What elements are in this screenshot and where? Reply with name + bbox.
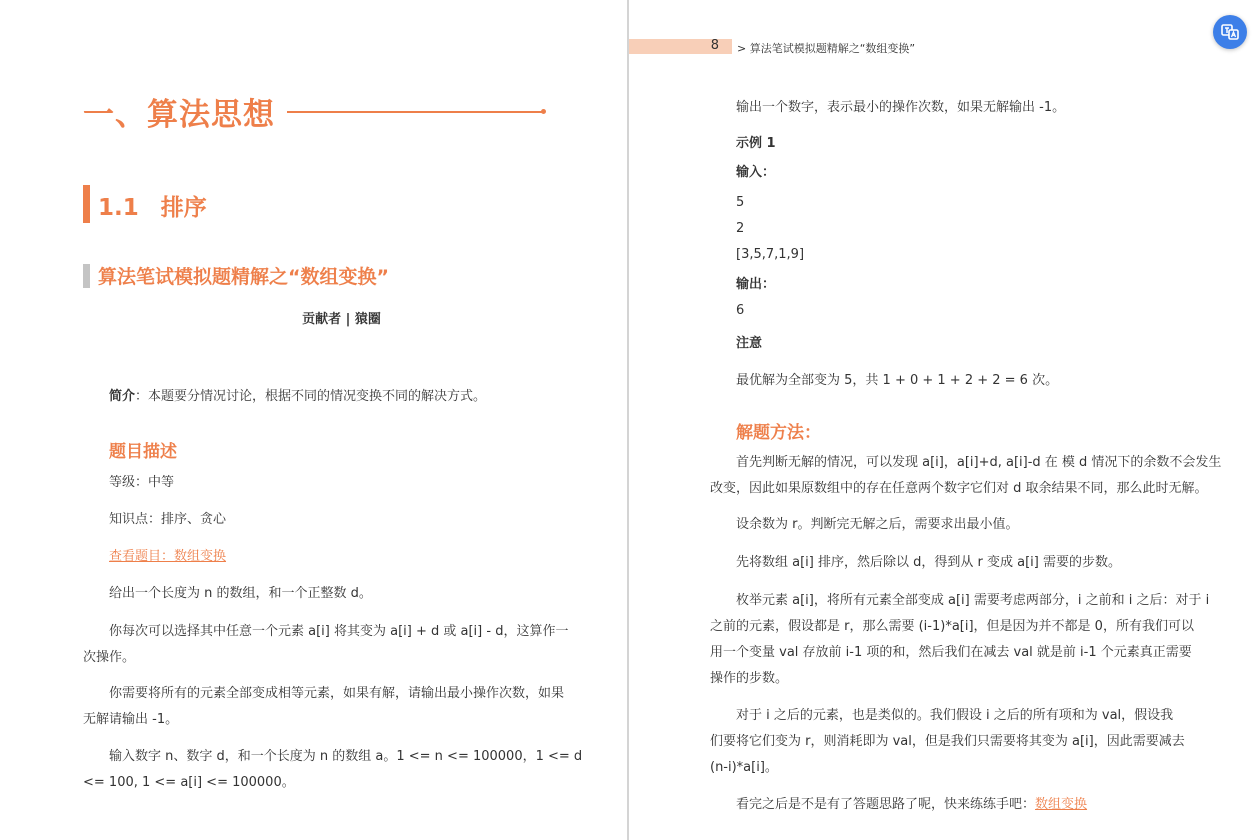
input-value-2: 2 [736, 221, 745, 236]
input-label: 输入： [736, 165, 776, 180]
chapter-title-rule-dot [541, 109, 546, 114]
view-problem-link[interactable]: 查看题目：数组变换 [109, 549, 227, 564]
input-value-1: 5 [736, 195, 745, 210]
section-title: 排序 [160, 195, 207, 221]
para-3-line-1: 你需要将所有的元素全部变成相等元素，如果有解，请输出最小操作次数，如果 [109, 686, 565, 701]
translate-button[interactable] [1213, 15, 1247, 49]
intro-paragraph [109, 384, 486, 410]
method-5-line-1: 对于 i 之后的元素，也是类似的。我们假设 i 之后的所有项和为 val，假设我 [736, 708, 1174, 723]
chapter-title-rule [287, 111, 543, 113]
output-label: 输出： [736, 277, 776, 292]
para-3-line-2: 无解请输出 -1。 [83, 712, 179, 727]
section-number: 1.1 [98, 195, 139, 221]
section-heading [98, 189, 207, 222]
closing-text: 看完之后是不是有了答题思路了呢，快来练练手吧： [736, 797, 1036, 812]
article-title: 算法笔试模拟题精解之“数组变换” [98, 266, 389, 288]
method-1-line-2: 改变，因此如果原数组中的存在任意两个数字它们对 d 取余结果不同，那么此时无解。 [710, 481, 1208, 496]
right-page [629, 0, 1253, 840]
level-text: 等级：中等 [109, 475, 175, 490]
section-marker-bar [83, 185, 90, 223]
translate-icon [1220, 22, 1240, 42]
page-number: 8 [710, 38, 719, 53]
input-value-3: [3,5,7,1,9] [736, 247, 805, 262]
note-text: 最优解为全部变为 5，共 1 + 0 + 1 + 2 + 2 = 6 次。 [736, 373, 1059, 388]
para-2-line-2: 次操作。 [83, 650, 136, 665]
method-2: 设余数为 r。判断完无解之后，需要求出最小值。 [736, 517, 1019, 532]
para-1: 给出一个长度为 n 的数组，和一个正整数 d。 [109, 586, 372, 601]
article-marker-bar [83, 264, 90, 288]
para-2-line-1: 你每次可以选择其中任意一个元素 a[i] 将其变为 a[i] + d 或 a[i] - d，这算作一 [109, 624, 569, 639]
note-label: 注意 [736, 336, 763, 351]
output-value: 6 [736, 303, 745, 318]
method-4-line-1: 枚举元素 a[i]，将所有元素全部变成 a[i] 需要考虑两部分，i 之前和 i 之后：对于 i [736, 593, 1210, 608]
example-label: 示例 1 [736, 136, 776, 151]
output-description: 输出一个数字，表示最小的操作次数，如果无解输出 -1。 [736, 100, 1066, 115]
method-3: 先将数组 a[i] 排序，然后除以 d，得到从 r 变成 a[i] 需要的步数。 [736, 555, 1121, 570]
method-4-line-3: 用一个变量 val 存放前 i-1 项的和，然后我们在减去 val 就是前 i-1 个元素真正需要 [710, 645, 1192, 660]
chapter-title: 一、算法思想 [83, 97, 275, 133]
para-4-line-1: 输入数字 n、数字 d，和一个长度为 n 的数组 a。1 <= n <= 100000，1 <= d [109, 749, 583, 764]
para-4-line-2: <= 100, 1 <= a[i] <= 100000。 [83, 775, 295, 790]
closing-paragraph [736, 792, 1087, 818]
practice-link[interactable]: 数组变换 [1035, 797, 1088, 812]
method-4-line-4: 操作的步数。 [710, 671, 789, 686]
method-4-line-2: 之前的元素，假设都是 r，那么需要 (i-1)*a[i]，但是因为并不都是 0，所有我们可以 [710, 619, 1194, 634]
method-1-line-1: 首先判断无解的情况，可以发现 a[i]，a[i]+d, a[i]-d 在 模 d 情况下的余数不会发生 [736, 455, 1222, 470]
method-heading: 解题方法： [736, 423, 821, 443]
method-5-line-3: (n-i)*a[i]。 [710, 760, 778, 775]
problem-heading: 题目描述 [109, 442, 177, 462]
intro-text: ：本题要分情况讨论，根据不同的情况变换不同的解决方式。 [135, 389, 487, 404]
author-line: 贡献者 | 猿圈 [302, 312, 381, 327]
method-5-line-2: 们要将它们变为 r，则消耗即为 val，但是我们只需要将其变为 a[i]，因此需要减去 [710, 734, 1185, 749]
intro-label: 简介 [109, 389, 136, 404]
running-header-title: > 算法笔试模拟题精解之“数组变换” [737, 42, 916, 55]
knowledge-text: 知识点：排序、贪心 [109, 512, 227, 527]
